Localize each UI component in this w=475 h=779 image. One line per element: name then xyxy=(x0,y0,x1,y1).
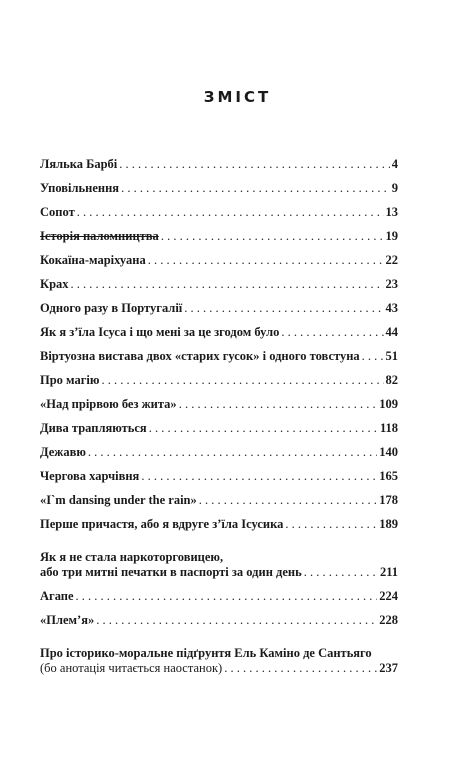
toc-leader-dots xyxy=(184,301,383,316)
toc-entry-title: (бо анотація читається наостанок) xyxy=(40,661,223,675)
toc-leader-dots xyxy=(119,157,389,172)
toc-entry[interactable] xyxy=(40,244,398,268)
toc-leader-dots xyxy=(88,445,377,460)
toc-entry[interactable] xyxy=(40,604,398,628)
toc-entry-title: Крах xyxy=(40,277,69,291)
toc-entry-page: 118 xyxy=(379,421,398,435)
toc-leader-dots xyxy=(304,565,378,580)
toc-entry[interactable] xyxy=(40,268,398,292)
toc-leader-dots xyxy=(362,349,384,364)
toc-entry-title: Лялька Барбі xyxy=(40,157,118,171)
toc-entry[interactable] xyxy=(40,148,398,172)
toc-leader-dots xyxy=(101,373,383,388)
toc-entry[interactable] xyxy=(40,340,398,364)
toc-leader-dots xyxy=(224,661,377,676)
toc-leader-dots xyxy=(141,469,377,484)
toc-entry-page: 13 xyxy=(385,205,398,219)
toc-entry-page: 224 xyxy=(379,589,398,603)
toc-entry-page: 4 xyxy=(391,157,398,171)
toc-leader-dots xyxy=(96,613,377,628)
toc-entry-title: Агапе xyxy=(40,589,74,603)
toc-entry[interactable] xyxy=(40,316,398,340)
toc-entry-title: Сопот xyxy=(40,205,75,219)
toc-entry-title: Як я з’їла Ісуса і що мені за це згодом було xyxy=(40,325,280,339)
toc-entry-title: Уповільнення xyxy=(40,181,120,195)
toc-entry[interactable] xyxy=(40,388,398,412)
toc-entry-page: 9 xyxy=(391,181,398,195)
toc-entry[interactable] xyxy=(40,172,398,196)
toc-entry[interactable] xyxy=(40,292,398,316)
toc-entry[interactable] xyxy=(40,628,398,676)
toc-entry-title: Дива трапляються xyxy=(40,421,147,435)
toc-entry-title: «Над прірвою без жита» xyxy=(40,397,177,411)
toc-entry-page: 211 xyxy=(379,565,398,579)
toc-entry-title: Про магію xyxy=(40,373,100,387)
toc-entry-title: «I`m dansing under the rain» xyxy=(40,493,197,507)
page-title: ЗМІСТ xyxy=(203,88,272,106)
toc-leader-dots xyxy=(285,517,377,532)
toc-entry[interactable] xyxy=(40,196,398,220)
table-of-contents xyxy=(40,148,398,676)
toc-entry-title: Перше причастя, або я вдруге з’їла Ісусика xyxy=(40,517,284,531)
toc-entry[interactable] xyxy=(40,460,398,484)
toc-entry-title: Віртуозна вистава двох «старих гусок» і одного товстуна xyxy=(40,349,360,363)
toc-leader-dots xyxy=(281,325,383,340)
toc-leader-dots xyxy=(121,181,390,196)
toc-entry-title: Одного разу в Португалії xyxy=(40,301,183,315)
toc-entry[interactable] xyxy=(40,580,398,604)
toc-entry-page: 82 xyxy=(385,373,398,387)
toc-entry-page: 178 xyxy=(379,493,398,507)
toc-entry-page: 22 xyxy=(385,253,398,267)
toc-entry[interactable] xyxy=(40,220,398,244)
toc-entry[interactable] xyxy=(40,484,398,508)
toc-entry-title-line1: Про історико-моральне підґрунтя Ель Каміно де Сантьяго xyxy=(40,646,372,660)
toc-entry-page: 51 xyxy=(385,349,398,363)
toc-entry-page: 23 xyxy=(385,277,398,291)
toc-leader-dots xyxy=(76,589,378,604)
toc-entry[interactable] xyxy=(40,436,398,460)
toc-entry-page: 43 xyxy=(385,301,398,315)
toc-leader-dots xyxy=(71,277,384,292)
toc-entry[interactable] xyxy=(40,364,398,388)
toc-entry-page: 228 xyxy=(379,613,398,627)
toc-leader-dots xyxy=(179,397,378,412)
toc-leader-dots xyxy=(149,421,378,436)
toc-entry-page: 109 xyxy=(379,397,398,411)
toc-entry-title: «Плем’я» xyxy=(40,613,95,627)
toc-leader-dots xyxy=(77,205,384,220)
toc-entry-page: 19 xyxy=(385,229,398,243)
toc-entry-title: Дежавю xyxy=(40,445,86,459)
toc-entry[interactable] xyxy=(40,508,398,532)
toc-entry-title: Історія паломництва xyxy=(40,229,159,243)
toc-entry-title: Кокаїна-маріхуана xyxy=(40,253,146,267)
toc-entry-title-line1: Як я не стала наркоторговицею, xyxy=(40,550,224,564)
toc-entry-title: або три митні печатки в паспорті за один день xyxy=(40,565,302,579)
toc-entry-page: 140 xyxy=(379,445,398,459)
toc-leader-dots xyxy=(148,253,384,268)
toc-entry[interactable] xyxy=(40,532,398,580)
toc-entry-page: 165 xyxy=(379,469,398,483)
toc-entry-page: 44 xyxy=(385,325,398,339)
toc-leader-dots xyxy=(199,493,378,508)
toc-entry-title: Чергова харчівня xyxy=(40,469,140,483)
toc-leader-dots xyxy=(161,229,384,244)
toc-entry-page: 189 xyxy=(379,517,398,531)
toc-entry-page: 237 xyxy=(379,661,398,675)
toc-entry[interactable] xyxy=(40,412,398,436)
